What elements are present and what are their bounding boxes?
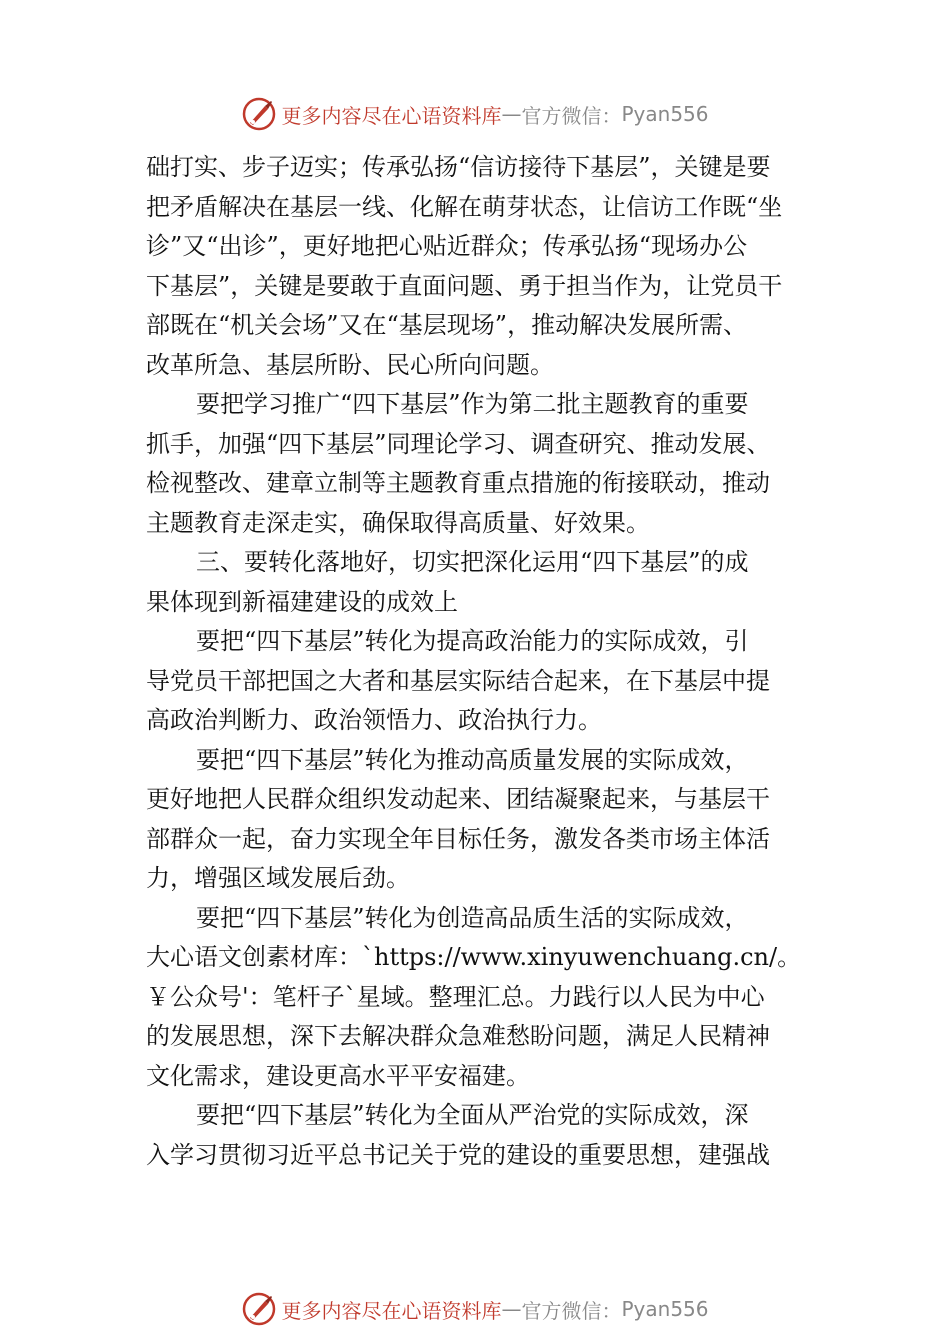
document-body	[146, 148, 810, 1175]
text-line: 础打实、步子迈实；传承弘扬“信访接待下基层”，关键是要	[146, 153, 771, 181]
banner-wechat-label: 官方微信：	[521, 103, 622, 128]
banner-brand-text: 更多内容尽在心语资料库	[281, 103, 502, 128]
text-line: 主题教育走深走实，确保取得高质量、好效果。	[146, 508, 650, 537]
text-line: 高政治判断力、政治领悟力、政治执行力。	[146, 706, 602, 734]
text-line: 要把“四下基层”转化为全面从严治党的实际成效，深	[196, 1101, 749, 1129]
text-line: 导党员干部把国之大者和基层实际结合起来，在下基层中提	[146, 666, 770, 695]
header-watermark-banner	[0, 94, 950, 134]
text-line: 要把“四下基层”转化为创造高品质生活的实际成效，	[196, 903, 749, 932]
text-line: 大心语文创素材库：`https://www.xinyuwenchuang.cn/。	[146, 943, 802, 971]
banner-dash: —	[501, 102, 522, 126]
text-line: 的发展思想，深下去解决群众急难愁盼问题，满足人民精神	[146, 1022, 770, 1050]
text-line: 要把“四下基层”转化为推动高质量发展的实际成效，	[196, 745, 749, 774]
text-line: 检视整改、建章立制等主题教育重点措施的衔接联动，推动	[146, 469, 770, 497]
quill-logo-icon	[241, 1291, 277, 1327]
text-line: ￥公众号'：笔杆子`星域。整理汇总。力践行以人民为中心	[146, 982, 765, 1011]
footer-watermark-banner	[0, 1289, 950, 1329]
text-line: 文化需求，建设更高水平平安福建。	[146, 1061, 530, 1090]
text-line: 部既在“机关会场”又在“基层现场”，推动解决发展所需、	[146, 311, 748, 339]
section-heading-line: 果体现到新福建建设的成效上	[146, 587, 458, 616]
text-line: 改革所急、基层所盼、民心所向问题。	[146, 350, 554, 379]
banner-wechat-label: 官方微信：	[521, 1298, 622, 1323]
text-line: 要把学习推广“四下基层”作为第二批主题教育的重要	[196, 390, 749, 418]
text-line: 部群众一起，奋力实现全年目标任务，激发各类市场主体活	[146, 824, 770, 853]
banner-brand-text: 更多内容尽在心语资料库	[281, 1298, 502, 1323]
banner-dash: —	[501, 1297, 522, 1321]
banner-wechat-id: Pyan556	[621, 1297, 709, 1321]
text-line: 力，增强区域发展后劲。	[146, 864, 410, 892]
quill-logo-icon	[241, 96, 277, 132]
text-line: 更好地把人民群众组织发动起来、团结凝聚起来，与基层干	[146, 785, 770, 813]
text-line: 把矛盾解决在基层一线、化解在萌芽状态，让信访工作既“坐	[146, 192, 783, 221]
text-line: 要把“四下基层”转化为提高政治能力的实际成效，引	[196, 627, 749, 655]
text-line: 下基层”，关键是要敢于直面问题、勇于担当作为，让党员干	[146, 271, 783, 300]
text-line: 诊”又“出诊”，更好地把心贴近群众；传承弘扬“现场办公	[146, 232, 748, 260]
banner-wechat-id: Pyan556	[621, 102, 709, 126]
text-line: 入学习贯彻习近平总书记关于党的建设的重要思想，建强战	[146, 1140, 770, 1169]
section-heading-line: 三、要转化落地好，切实把深化运用“四下基层”的成	[196, 548, 749, 576]
text-line: 抓手，加强“四下基层”同理论学习、调查研究、推动发展、	[146, 429, 771, 458]
